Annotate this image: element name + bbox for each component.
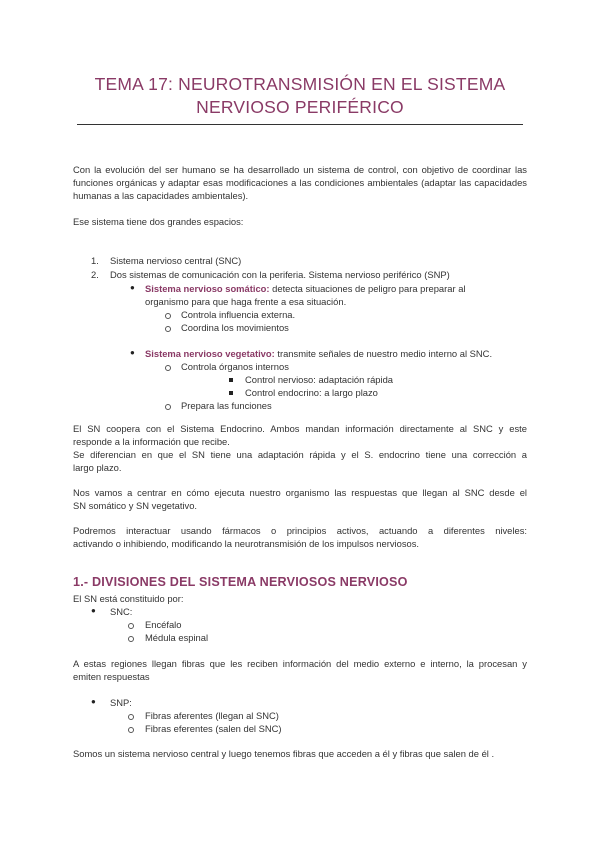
snp-item: SNP:: [110, 697, 132, 708]
square-bullet-icon: [229, 391, 233, 395]
snc-item: SNC:: [110, 606, 133, 617]
circle-bullet-icon: [128, 727, 134, 733]
vegetativo-text: transmite señales de nuestro medio interno al SNC.: [277, 348, 493, 359]
section-heading: 1.- DIVISIONES DEL SISTEMA NERVIOSOS NERVIOSO: [73, 575, 408, 589]
section-intro: El SN está constituido por:: [73, 593, 184, 604]
intro-paragraph-2: Ese sistema tiene dos grandes espacios:: [73, 216, 244, 227]
vegetativo-label: Sistema nervioso vegetativo:: [145, 348, 275, 359]
list-number-2: 2.: [91, 269, 99, 280]
snc-sub-2: Médula espinal: [145, 632, 209, 643]
bullet-icon: ●: [130, 283, 135, 292]
circle-bullet-icon: [128, 714, 134, 720]
bullet-icon: ●: [130, 348, 135, 357]
circle-bullet-icon: [165, 326, 171, 332]
paragraph-5-line-1: Podremos interactuar usando fármacos o principios activos, actuando a diferentes niveles:: [73, 525, 527, 536]
circle-bullet-icon: [128, 623, 134, 629]
paragraph-6-line-2: emiten respuestas: [73, 671, 150, 682]
paragraph-4-line-1: Nos vamos a centrar en cómo ejecuta nuestro organismo las respuestas que llegan al SNC desde el: [73, 487, 527, 498]
vegetativo-sub-1b: Control endocrino: a largo plazo: [245, 387, 378, 398]
vegetativo-line: [145, 347, 492, 360]
list-number-1: 1.: [91, 255, 99, 266]
bullet-icon: ●: [91, 697, 96, 706]
square-bullet-icon: [229, 378, 233, 382]
snp-sub-2: Fibras eferentes (salen del SNC): [145, 723, 282, 734]
list-item-snp: Dos sistemas de comunicación con la periferia. Sistema nervioso periférico (SNP): [110, 269, 450, 280]
paragraph-6-line-1: A estas regiones llegan fibras que les reciben información del medio externo e interno, la procesan y: [73, 658, 527, 669]
snc-sub-1: Encéfalo: [145, 619, 182, 630]
somatico-sub-1: Controla influencia externa.: [181, 309, 296, 320]
circle-bullet-icon: [165, 365, 171, 371]
circle-bullet-icon: [165, 313, 171, 319]
paragraph-3-line-1: El SN coopera con el Sistema Endocrino. Ambos mandan información directamente al SNC y este: [73, 423, 527, 434]
vegetativo-sub-1a: Control nervioso: adaptación rápida: [245, 374, 394, 385]
somatico-line-1: [145, 282, 527, 295]
intro-paragraph: Con la evolución del ser humano se ha desarrollado un sistema de control, con objetivo de coordinar las funciones orgánicas y adaptar esas modificaciones a las condiciones ambientales (adaptar las capacidades humanas a las capacidades ambientales).: [73, 164, 527, 201]
somatico-line-2: organismo para que haga frente a esa situación.: [145, 296, 347, 307]
page-title-line-2: NERVIOSO PERIFÉRICO: [196, 97, 404, 117]
bullet-icon: ●: [91, 606, 96, 615]
vegetativo-sub-1: Controla órganos internos: [181, 361, 289, 372]
somatico-sub-2: Coordina los movimientos: [181, 322, 289, 333]
list-item-snc: Sistema nervioso central (SNC): [110, 255, 242, 266]
page-title-line-1: TEMA 17: NEUROTRANSMISIÓN EN EL SISTEMA: [94, 74, 506, 94]
circle-bullet-icon: [128, 636, 134, 642]
somatico-label: Sistema nervioso somático:: [145, 283, 270, 294]
circle-bullet-icon: [165, 404, 171, 410]
paragraph-7: Somos un sistema nervioso central y luego tenemos fibras que acceden a él y fibras que salen de él .: [73, 748, 495, 759]
paragraph-4-line-2: SN somático y SN vegetativo.: [73, 500, 198, 511]
paragraph-3-line-2: responde a la información que recibe.: [73, 436, 230, 447]
somatico-text: detecta situaciones de peligro para preparar al: [272, 283, 466, 294]
vegetativo-sub-2: Prepara las funciones: [181, 400, 272, 411]
title-divider: [77, 124, 523, 125]
paragraph-3-line-3: Se diferencian en que el SN tiene una adaptación rápida y el S. endocrino tiene una corrección a: [73, 449, 527, 460]
paragraph-5-line-2: activando o inhibiendo, modificando la neurotransmisión de los impulsos nerviosos.: [73, 538, 420, 549]
snp-sub-1: Fibras aferentes (llegan al SNC): [145, 710, 279, 721]
paragraph-3-line-4: largo plazo.: [73, 462, 122, 473]
